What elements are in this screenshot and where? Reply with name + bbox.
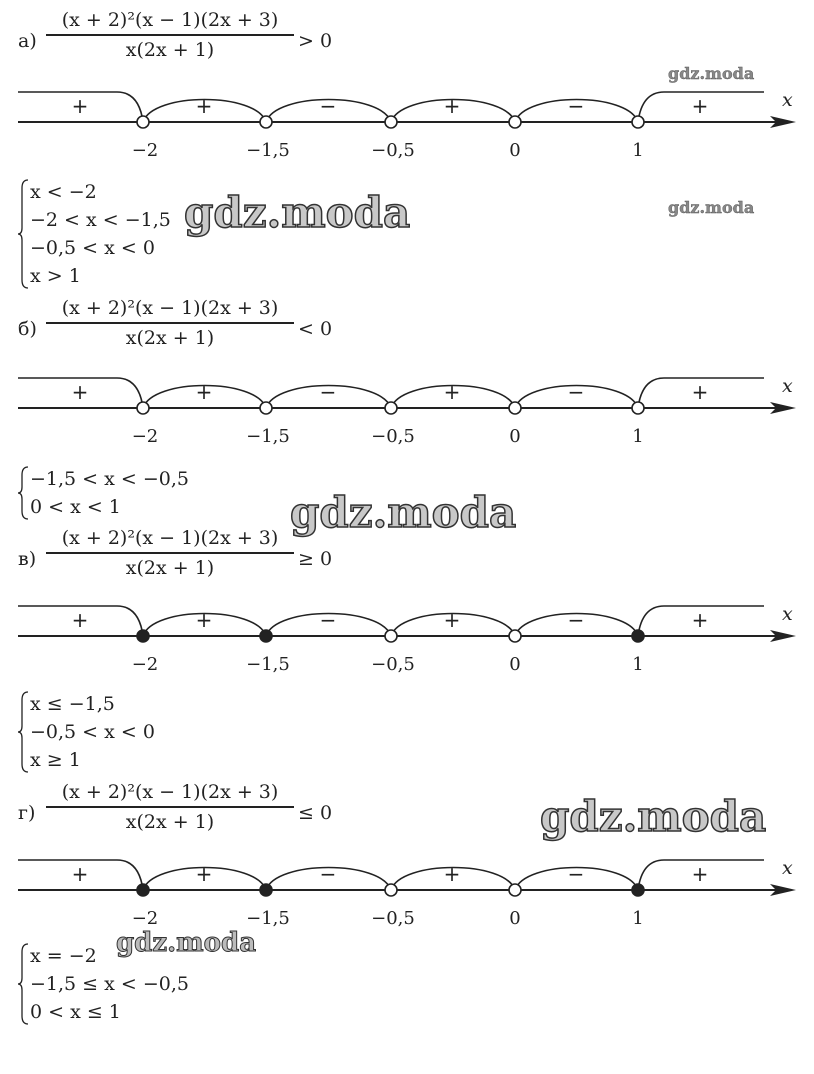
- filled-point: [632, 884, 644, 896]
- numerator: (x + 2)²(x − 1)(2x + 3): [61, 9, 279, 31]
- point-label: −0,5: [371, 654, 415, 675]
- numerator: (x + 2)²(x − 1)(2x + 3): [61, 297, 279, 319]
- open-point: [509, 116, 521, 128]
- point-label: −2: [131, 908, 159, 929]
- point-label: −1,5: [246, 908, 290, 929]
- filled-point: [137, 630, 149, 642]
- point-label: −1,5: [246, 140, 290, 161]
- fraction: [46, 780, 294, 834]
- number-line: [0, 372, 814, 452]
- open-point: [509, 402, 521, 414]
- open-point: [137, 116, 149, 128]
- filled-point: [137, 884, 149, 896]
- interval-sign: +: [443, 94, 461, 118]
- answer-line: x ≥ 1: [30, 749, 81, 771]
- point-label: −0,5: [371, 140, 415, 161]
- interval-sign: −: [319, 94, 337, 118]
- filled-point: [260, 884, 272, 896]
- part-label: г): [18, 802, 36, 824]
- brace: [18, 690, 30, 774]
- filled-point: [260, 630, 272, 642]
- answer-line: −1,5 < x < −0,5: [30, 468, 189, 490]
- number-line: [0, 854, 814, 934]
- point-label: 1: [632, 654, 644, 675]
- answer-line: 0 < x ≤ 1: [30, 1001, 121, 1023]
- interval-sign: −: [319, 380, 337, 404]
- interval-sign: +: [71, 608, 89, 632]
- interval-sign: −: [567, 380, 585, 404]
- interval-sign: +: [195, 862, 213, 886]
- interval-sign: +: [691, 608, 709, 632]
- interval-sign: +: [71, 862, 89, 886]
- point-label: 1: [632, 908, 644, 929]
- answer-line: x ≤ −1,5: [30, 693, 115, 715]
- open-point: [260, 402, 272, 414]
- point-label: 1: [632, 426, 644, 447]
- answer-line: −0,5 < x < 0: [30, 237, 155, 259]
- point-label: 0: [509, 140, 521, 161]
- watermark: gdz.moda: [668, 64, 755, 83]
- interval-sign: +: [691, 380, 709, 404]
- interval-sign: −: [567, 94, 585, 118]
- relation: ≥ 0: [298, 548, 333, 570]
- answer-line: 0 < x < 1: [30, 496, 121, 518]
- watermark: gdz.moda: [184, 188, 411, 237]
- point-label: −0,5: [371, 908, 415, 929]
- point-label: −2: [131, 654, 159, 675]
- fraction: [46, 296, 294, 350]
- interval-sign: +: [71, 94, 89, 118]
- brace-path: [18, 467, 28, 519]
- denominator: x(2x + 1): [125, 326, 215, 349]
- number-line: [0, 86, 814, 166]
- point-label: 1: [632, 140, 644, 161]
- answer-line: x > 1: [30, 265, 81, 287]
- answer-line: x = −2: [30, 945, 97, 967]
- brace: [18, 465, 30, 521]
- relation: > 0: [298, 30, 333, 52]
- interval-sign: −: [567, 862, 585, 886]
- open-point: [260, 116, 272, 128]
- brace-path: [18, 944, 28, 1024]
- open-point: [632, 402, 644, 414]
- denominator: x(2x + 1): [125, 38, 215, 61]
- point-label: −1,5: [246, 426, 290, 447]
- watermark: gdz.moda: [290, 488, 517, 537]
- watermark: gdz.moda: [668, 198, 755, 217]
- axis-variable: x: [782, 603, 793, 625]
- answer-line: x < −2: [30, 181, 97, 203]
- watermark: gdz.moda: [540, 792, 767, 841]
- interval-sign: −: [567, 608, 585, 632]
- fraction-bar: [46, 322, 294, 324]
- interval-sign: +: [195, 608, 213, 632]
- relation: ≤ 0: [298, 802, 333, 824]
- axis-variable: x: [782, 857, 793, 879]
- brace: [18, 178, 30, 290]
- axis-variable: x: [782, 89, 793, 111]
- point-label: 0: [509, 654, 521, 675]
- interval-sign: +: [195, 94, 213, 118]
- filled-point: [632, 630, 644, 642]
- number-line: [0, 600, 814, 680]
- brace: [18, 942, 30, 1026]
- open-point: [385, 116, 397, 128]
- numerator: (x + 2)²(x − 1)(2x + 3): [61, 781, 279, 803]
- interval-sign: +: [691, 862, 709, 886]
- open-point: [632, 116, 644, 128]
- numerator: (x + 2)²(x − 1)(2x + 3): [61, 527, 279, 549]
- open-point: [385, 884, 397, 896]
- answer-line: −1,5 ≤ x < −0,5: [30, 973, 189, 995]
- open-point: [137, 402, 149, 414]
- part-label: б): [18, 318, 37, 340]
- interval-sign: +: [691, 94, 709, 118]
- answer-line: −2 < x < −1,5: [30, 209, 171, 231]
- watermark: gdz.moda: [116, 928, 257, 958]
- part-label: в): [18, 548, 37, 570]
- fraction: [46, 526, 294, 580]
- answer-line: −0,5 < x < 0: [30, 721, 155, 743]
- interval-sign: +: [443, 862, 461, 886]
- axis-variable: x: [782, 375, 793, 397]
- open-point: [385, 402, 397, 414]
- open-point: [385, 630, 397, 642]
- fraction: [46, 8, 294, 62]
- point-label: −0,5: [371, 426, 415, 447]
- interval-sign: +: [71, 380, 89, 404]
- interval-sign: +: [443, 608, 461, 632]
- fraction-bar: [46, 552, 294, 554]
- brace-path: [18, 692, 28, 772]
- interval-sign: +: [195, 380, 213, 404]
- point-label: 0: [509, 426, 521, 447]
- denominator: x(2x + 1): [125, 556, 215, 579]
- fraction-bar: [46, 34, 294, 36]
- denominator: x(2x + 1): [125, 810, 215, 833]
- fraction-bar: [46, 806, 294, 808]
- point-label: −2: [131, 140, 159, 161]
- interval-sign: +: [443, 380, 461, 404]
- point-label: 0: [509, 908, 521, 929]
- open-point: [509, 630, 521, 642]
- brace-path: [18, 180, 28, 288]
- interval-sign: −: [319, 862, 337, 886]
- interval-sign: −: [319, 608, 337, 632]
- relation: < 0: [298, 318, 333, 340]
- open-point: [509, 884, 521, 896]
- point-label: −1,5: [246, 654, 290, 675]
- point-label: −2: [131, 426, 159, 447]
- part-label: а): [18, 30, 37, 52]
